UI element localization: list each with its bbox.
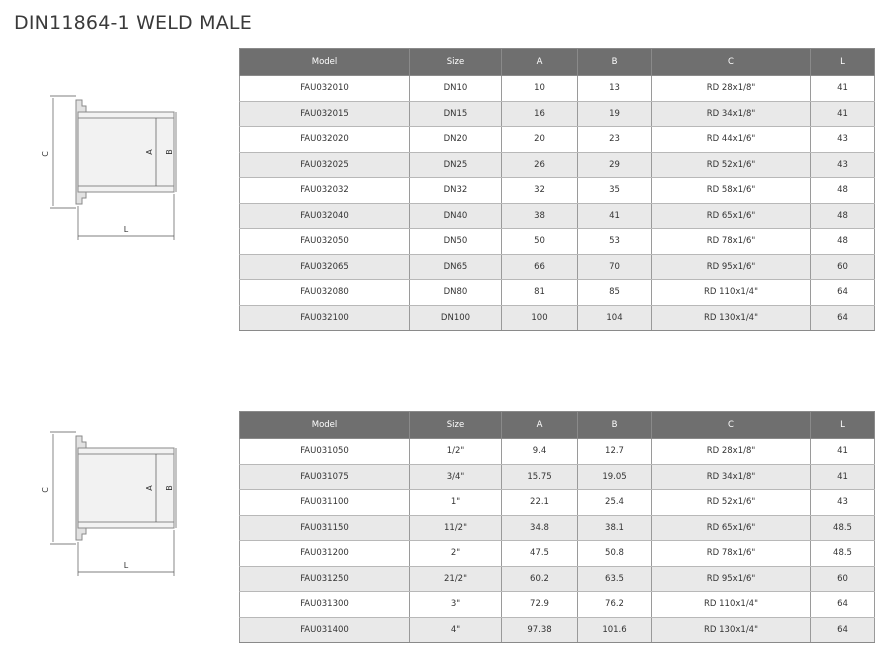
table-row	[240, 617, 875, 643]
cell-l: 64	[811, 592, 875, 618]
cell-l: 48	[811, 203, 875, 229]
cell-size: 1"	[410, 490, 502, 516]
cell-size: 3/4"	[410, 464, 502, 490]
cell-a: 97.38	[502, 617, 578, 643]
cell-model: FAU031100	[240, 490, 410, 516]
cell-l: 64	[811, 617, 875, 643]
cell-b: 41	[578, 203, 652, 229]
cell-c: RD 95x1/6"	[652, 566, 811, 592]
cell-l: 64	[811, 280, 875, 306]
dimension-label-b: B	[165, 149, 174, 155]
column-header-b: B	[578, 49, 652, 76]
cell-size: DN100	[410, 305, 502, 331]
dimension-label-c: C	[41, 487, 50, 493]
cell-a: 47.5	[502, 541, 578, 567]
cell-l: 48	[811, 229, 875, 255]
cell-size: 11/2"	[410, 515, 502, 541]
cell-a: 60.2	[502, 566, 578, 592]
table-row	[240, 515, 875, 541]
cell-l: 64	[811, 305, 875, 331]
cell-model: FAU032015	[240, 101, 410, 127]
cell-c: RD 44x1/6"	[652, 127, 811, 153]
cell-size: DN20	[410, 127, 502, 153]
cell-model: FAU032050	[240, 229, 410, 255]
cell-c: RD 130x1/4"	[652, 305, 811, 331]
cell-b: 19.05	[578, 464, 652, 490]
cell-a: 10	[502, 76, 578, 102]
cell-model: FAU031050	[240, 439, 410, 465]
cell-a: 22.1	[502, 490, 578, 516]
table-row	[240, 76, 875, 102]
table-header-row	[240, 412, 875, 439]
table-header-row	[240, 49, 875, 76]
cell-c: RD 130x1/4"	[652, 617, 811, 643]
table-row	[240, 439, 875, 465]
cell-b: 85	[578, 280, 652, 306]
column-header-b: B	[578, 412, 652, 439]
cell-size: DN10	[410, 76, 502, 102]
cell-model: FAU032020	[240, 127, 410, 153]
cell-c: RD 78x1/6"	[652, 229, 811, 255]
cell-model: FAU031200	[240, 541, 410, 567]
cell-a: 100	[502, 305, 578, 331]
cell-a: 26	[502, 152, 578, 178]
table-row	[240, 229, 875, 255]
cell-l: 48.5	[811, 515, 875, 541]
cell-b: 70	[578, 254, 652, 280]
table-row	[240, 254, 875, 280]
column-header-model: Model	[240, 412, 410, 439]
cell-c: RD 28x1/8"	[652, 439, 811, 465]
column-header-size: Size	[410, 412, 502, 439]
cell-b: 35	[578, 178, 652, 204]
cell-b: 25.4	[578, 490, 652, 516]
cell-model: FAU032032	[240, 178, 410, 204]
column-header-l: L	[811, 49, 875, 76]
fitting-drawing-1	[38, 88, 188, 248]
cell-a: 9.4	[502, 439, 578, 465]
table-row	[240, 280, 875, 306]
spec-table-inch	[239, 411, 875, 643]
cell-size: 1/2"	[410, 439, 502, 465]
cell-a: 32	[502, 178, 578, 204]
table-row	[240, 592, 875, 618]
table-row	[240, 203, 875, 229]
cell-a: 34.8	[502, 515, 578, 541]
cell-model: FAU031300	[240, 592, 410, 618]
cell-b: 76.2	[578, 592, 652, 618]
column-header-c: C	[652, 412, 811, 439]
cell-c: RD 34x1/8"	[652, 101, 811, 127]
table-row	[240, 178, 875, 204]
cell-size: DN25	[410, 152, 502, 178]
cell-a: 50	[502, 229, 578, 255]
cell-l: 43	[811, 127, 875, 153]
cell-a: 81	[502, 280, 578, 306]
cell-c: RD 95x1/6"	[652, 254, 811, 280]
cell-size: DN65	[410, 254, 502, 280]
cell-l: 60	[811, 254, 875, 280]
cell-b: 23	[578, 127, 652, 153]
fitting-drawing-2	[38, 424, 188, 584]
cell-a: 15.75	[502, 464, 578, 490]
cell-b: 63.5	[578, 566, 652, 592]
cell-l: 43	[811, 152, 875, 178]
cell-l: 41	[811, 464, 875, 490]
cell-model: FAU032010	[240, 76, 410, 102]
cell-model: FAU031250	[240, 566, 410, 592]
cell-b: 53	[578, 229, 652, 255]
table-row	[240, 490, 875, 516]
page-title: DIN11864-1 WELD MALE	[14, 12, 252, 34]
cell-a: 72.9	[502, 592, 578, 618]
cell-c: RD 65x1/6"	[652, 203, 811, 229]
cell-a: 20	[502, 127, 578, 153]
dimension-label-a: A	[145, 485, 154, 491]
cell-size: 21/2"	[410, 566, 502, 592]
cell-c: RD 110x1/4"	[652, 592, 811, 618]
cell-l: 60	[811, 566, 875, 592]
cell-c: RD 52x1/6"	[652, 152, 811, 178]
cell-model: FAU032080	[240, 280, 410, 306]
table-row	[240, 464, 875, 490]
cell-c: RD 34x1/8"	[652, 464, 811, 490]
cell-size: DN50	[410, 229, 502, 255]
cell-size: DN32	[410, 178, 502, 204]
cell-l: 41	[811, 76, 875, 102]
spec-table-metric	[239, 48, 875, 331]
column-header-model: Model	[240, 49, 410, 76]
cell-a: 66	[502, 254, 578, 280]
cell-l: 41	[811, 439, 875, 465]
table-row	[240, 101, 875, 127]
cell-l: 48.5	[811, 541, 875, 567]
cell-model: FAU031075	[240, 464, 410, 490]
dimension-label-l: L	[123, 225, 129, 234]
column-header-l: L	[811, 412, 875, 439]
cell-model: FAU032040	[240, 203, 410, 229]
cell-model: FAU032065	[240, 254, 410, 280]
cell-l: 48	[811, 178, 875, 204]
cell-b: 13	[578, 76, 652, 102]
cell-c: RD 58x1/6"	[652, 178, 811, 204]
cell-b: 104	[578, 305, 652, 331]
dimension-label-l: L	[123, 561, 129, 570]
table-row	[240, 541, 875, 567]
table-row	[240, 127, 875, 153]
cell-size: 3"	[410, 592, 502, 618]
table-row	[240, 305, 875, 331]
column-header-size: Size	[410, 49, 502, 76]
cell-b: 29	[578, 152, 652, 178]
cell-size: 2"	[410, 541, 502, 567]
column-header-a: A	[502, 412, 578, 439]
cell-model: FAU032100	[240, 305, 410, 331]
cell-size: DN80	[410, 280, 502, 306]
cell-b: 19	[578, 101, 652, 127]
cell-b: 101.6	[578, 617, 652, 643]
table-row	[240, 566, 875, 592]
cell-c: RD 110x1/4"	[652, 280, 811, 306]
cell-model: FAU031150	[240, 515, 410, 541]
cell-c: RD 52x1/6"	[652, 490, 811, 516]
cell-b: 38.1	[578, 515, 652, 541]
cell-a: 38	[502, 203, 578, 229]
cell-model: FAU032025	[240, 152, 410, 178]
cell-a: 16	[502, 101, 578, 127]
cell-c: RD 28x1/8"	[652, 76, 811, 102]
table-row	[240, 152, 875, 178]
cell-b: 12.7	[578, 439, 652, 465]
dimension-label-c: C	[41, 151, 50, 157]
cell-size: DN15	[410, 101, 502, 127]
cell-size: DN40	[410, 203, 502, 229]
column-header-c: C	[652, 49, 811, 76]
dimension-label-b: B	[165, 485, 174, 491]
cell-b: 50.8	[578, 541, 652, 567]
column-header-a: A	[502, 49, 578, 76]
cell-model: FAU031400	[240, 617, 410, 643]
cell-c: RD 65x1/6"	[652, 515, 811, 541]
cell-l: 43	[811, 490, 875, 516]
cell-c: RD 78x1/6"	[652, 541, 811, 567]
cell-size: 4"	[410, 617, 502, 643]
dimension-label-a: A	[145, 149, 154, 155]
cell-l: 41	[811, 101, 875, 127]
